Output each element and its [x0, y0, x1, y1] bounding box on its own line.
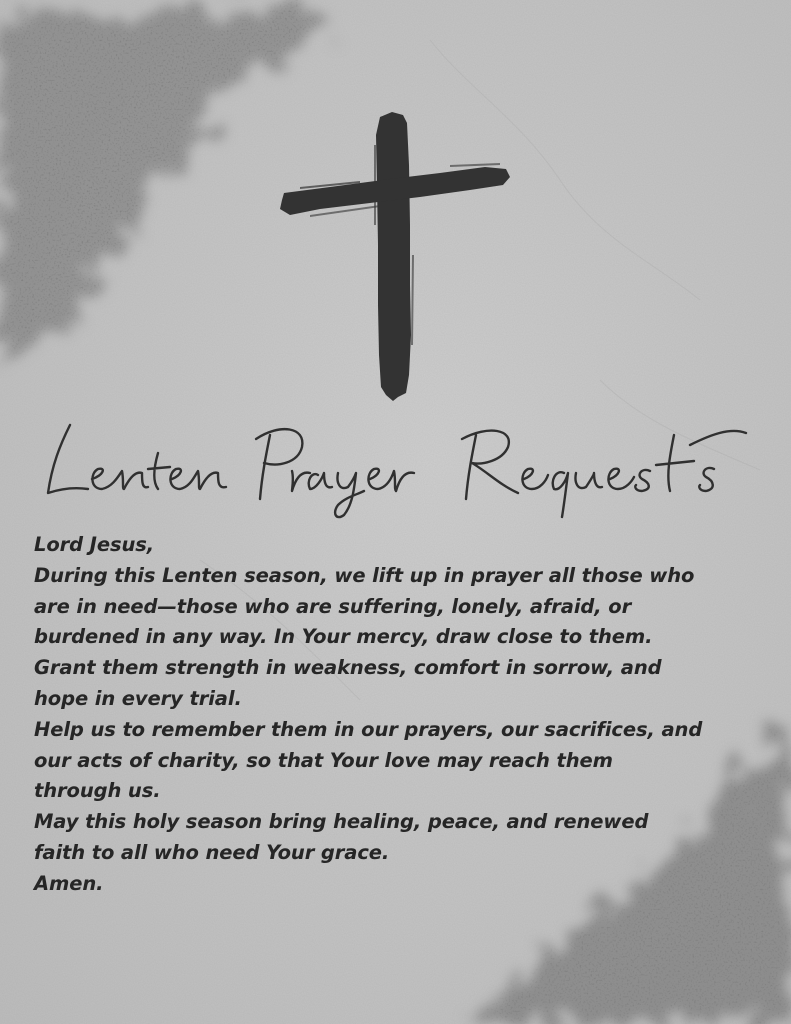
prayer-line: Help us to remember them in our prayers, our sacrifices, and [34, 717, 703, 741]
cross-icon [270, 105, 520, 405]
prayer-line: hope in every trial. [34, 686, 242, 710]
prayer-line: faith to all who need Your grace. [34, 840, 390, 864]
prayer-body [34, 530, 754, 900]
prayer-line: our acts of charity, so that Your love may reach them [34, 748, 613, 772]
prayer-line: Amen. [34, 871, 104, 895]
prayer-line: Lord Jesus, [34, 533, 155, 556]
title-script-lettering [30, 405, 760, 525]
prayer-line: burdened in any way. In Your mercy, draw close to them. [34, 625, 653, 649]
prayer-line: Grant them strength in weakness, comfort in sorrow, and [34, 656, 662, 680]
prayer-line: through us. [34, 779, 161, 803]
prayer-line: are in need—those who are suffering, lonely, afraid, or [34, 594, 632, 618]
document-title [30, 405, 760, 525]
prayer-line: May this holy season bring healing, peace, and renewed [34, 810, 649, 834]
prayer-line: During this Lenten season, we lift up in prayer all those who [34, 563, 695, 587]
